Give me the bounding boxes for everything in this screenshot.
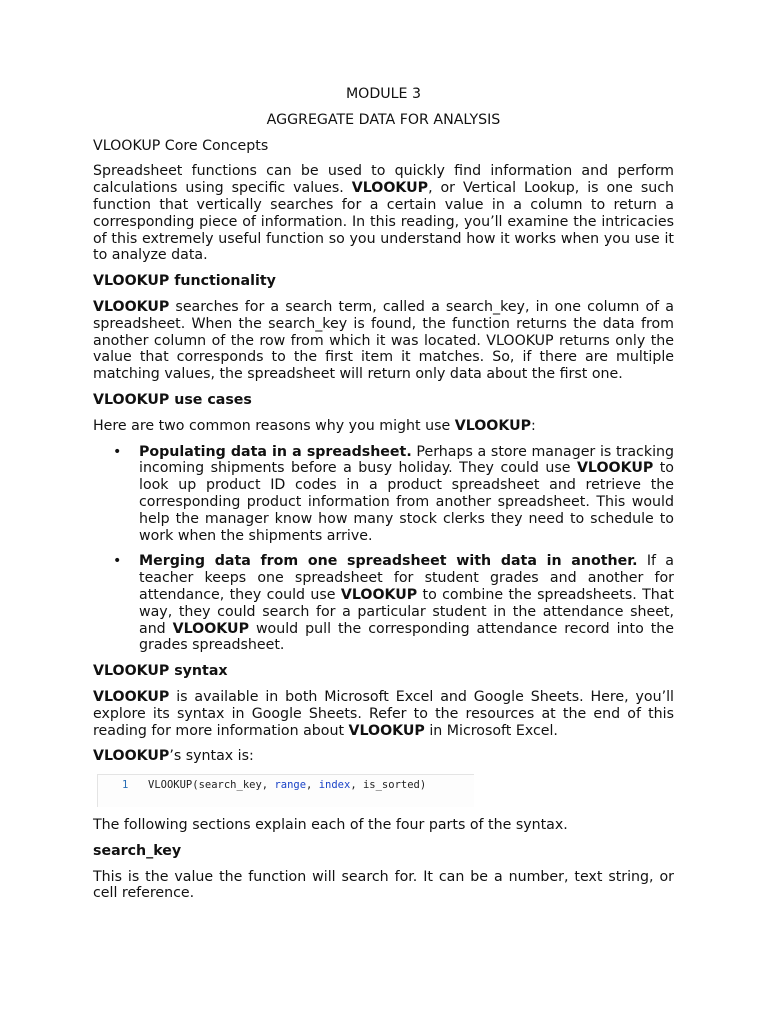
syntax-heading: VLOOKUP syntax bbox=[93, 663, 228, 680]
document-title: AGGREGATE DATA FOR ANALYSIS bbox=[266, 111, 501, 128]
code-line-number: 1 bbox=[122, 779, 129, 792]
list-item: • Merging data from one spreadsheet with data in another. If a teacher keeps one spreadsheet for student grades and another for attendance, they could use VLOOKUP to combine the spreadsheets. That way, they could search for a particular student in the attendance sheet, and VLOOKUP would pull the corresponding attendance record into the grades spreadsheet. bbox=[113, 553, 674, 654]
document-page bbox=[93, 86, 674, 911]
functionality-paragraph: VLOOKUP searches for a search term, called a search_key, in one column of a spreadsheet. When the search_key is found, the function returns the data from another column of the row from which it was located. VLOOKUP returns only the value that corresponds to the first item it matches. So, if there are multiple matching values, the spreadsheet will return only data about the first one. bbox=[93, 298, 674, 383]
intro-paragraph: Spreadsheet functions can be used to quickly find information and perform calculations using specific values. VLOOKUP, or Vertical Lookup, is one such function that vertically searches for a certain value in a column to return a corresponding piece of information. In this reading, you’ll examine the intricacies of this extremely useful function so you understand how it works when you use it to analyze data. bbox=[93, 163, 674, 264]
functionality-heading: VLOOKUP functionality bbox=[93, 273, 276, 290]
use-cases-heading: VLOOKUP use cases bbox=[93, 391, 252, 408]
search-key-heading: search_key bbox=[93, 842, 182, 859]
syntax-paragraph: VLOOKUP is available in both Microsoft Excel and Google Sheets. Here, you’ll explore its syntax in Google Sheets. Refer to the resources at the end of this reading for more information about VLOOKUP in Microsoft Excel. bbox=[93, 688, 674, 739]
document-subtitle: VLOOKUP Core Concepts bbox=[93, 137, 269, 154]
use-cases-intro: Here are two common reasons why you might use VLOOKUP: bbox=[93, 417, 536, 434]
syntax-followup: The following sections explain each of the four parts of the syntax. bbox=[93, 817, 568, 834]
code-line: VLOOKUP(search_key, range, index, is_sorted) bbox=[148, 779, 427, 792]
module-label: MODULE 3 bbox=[345, 86, 422, 102]
use-cases-list bbox=[93, 444, 674, 655]
syntax-label: VLOOKUP’s syntax is: bbox=[93, 748, 254, 765]
syntax-code-snippet bbox=[97, 774, 474, 807]
bullet-icon: • bbox=[113, 553, 122, 570]
search-key-paragraph: This is the value the function will search for. It can be a number, text string, or cell reference. bbox=[93, 868, 674, 902]
bullet-icon: • bbox=[113, 443, 122, 460]
list-item: • Populating data in a spreadsheet. Perhaps a store manager is tracking incoming shipments before a busy holiday. They could use VLOOKUP to look up product ID codes in a product spreadsheet and retrieve the corresponding product information from another spreadsheet. This would help the manager know how many stock clerks they need to schedule to work when the shipments arrive. bbox=[113, 443, 675, 544]
